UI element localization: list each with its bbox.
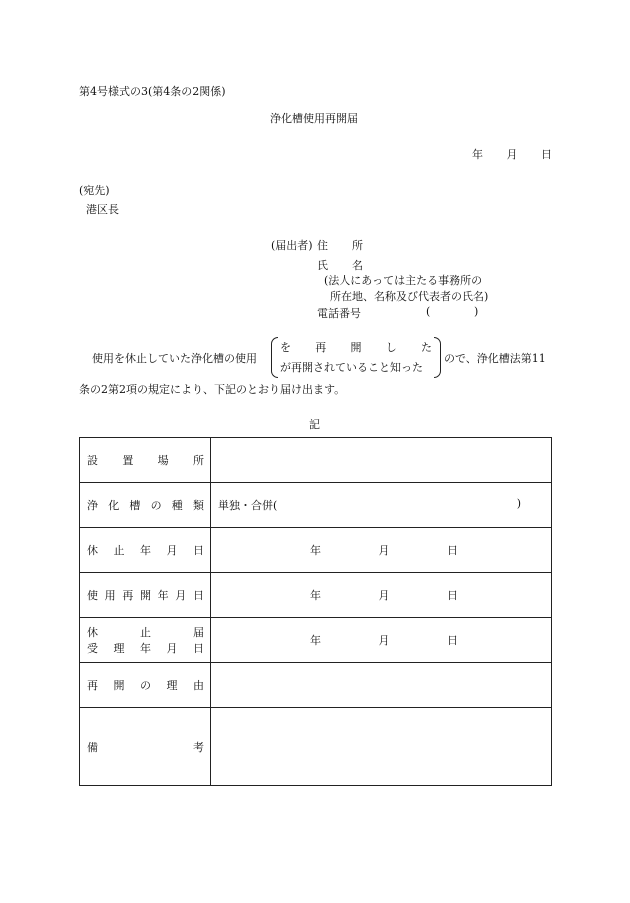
day-label: 日 — [541, 148, 552, 161]
label-char: 由 — [193, 679, 204, 692]
label-char: 槽 — [129, 499, 141, 512]
option-char: を — [280, 341, 291, 354]
right-bracket — [434, 337, 441, 378]
year-label: 年 — [310, 589, 321, 602]
table-row — [80, 438, 552, 483]
table-row — [80, 573, 552, 618]
installation-location-field[interactable] — [211, 438, 552, 483]
month-label: 月 — [378, 634, 390, 647]
label-char: 年 — [140, 642, 151, 655]
address-label — [317, 237, 363, 253]
tank-type-label — [80, 483, 211, 528]
addressee-label: (宛先) — [79, 184, 110, 197]
option-char: 再 — [315, 341, 327, 354]
label-char: 備 — [87, 740, 98, 754]
label-char: の — [150, 499, 162, 512]
ki-heading: 記 — [309, 418, 320, 431]
label-char: 年 — [157, 589, 169, 602]
label-char: 所 — [192, 454, 204, 467]
label-char: 再 — [122, 589, 134, 602]
day-label: 日 — [447, 589, 458, 602]
month-label: 月 — [378, 544, 390, 557]
option-learned: が再開されていること知った — [280, 361, 423, 374]
label-char: 類 — [192, 499, 204, 512]
month-label: 月 — [378, 589, 390, 602]
table-row — [80, 483, 552, 528]
tank-type-field[interactable] — [211, 483, 552, 528]
label-char: 理 — [113, 642, 125, 655]
option-char: 開 — [350, 341, 362, 354]
option-reopened — [280, 339, 432, 355]
label-char: 開 — [113, 679, 125, 692]
phone-paren-open: ( — [426, 305, 431, 318]
phone-paren-close: ) — [474, 305, 479, 318]
month-label: 月 — [506, 148, 518, 161]
table-row — [80, 528, 552, 573]
remarks-label — [80, 708, 211, 786]
label-char: の — [140, 679, 151, 692]
option-char: し — [385, 341, 397, 354]
label-char: 休 — [87, 626, 98, 639]
label-char: 設 — [87, 454, 98, 467]
label-char: 浄 — [87, 499, 98, 512]
label-char: 止 — [140, 626, 151, 639]
resumption-date-field[interactable] — [211, 573, 552, 618]
tank-type-prefix: 単独・合併( — [218, 499, 278, 512]
body-text-line-2: 条の2第2項の規定により、下記のとおり届け出ます。 — [79, 383, 346, 396]
address-char: 所 — [352, 239, 363, 252]
suspension-notice-receipt-date-field[interactable] — [211, 618, 552, 663]
label-char: 場 — [157, 454, 169, 467]
label-char: 考 — [193, 740, 204, 754]
label-char: 年 — [140, 544, 151, 557]
label-char: 開 — [139, 589, 151, 602]
label-char: 月 — [166, 642, 178, 655]
label-char: 止 — [113, 544, 125, 557]
reason-label — [80, 663, 211, 708]
installation-location-label — [80, 438, 211, 483]
name-label — [317, 257, 363, 273]
details-table — [79, 437, 552, 786]
corporate-note-line-1: (法人にあっては主たる事務所の — [324, 274, 483, 287]
addressee: 港区長 — [86, 203, 119, 216]
option-bracket — [271, 337, 441, 378]
table-row — [80, 618, 552, 663]
form-number: 第4号様式の3(第4条の2関係) — [79, 85, 226, 98]
label-char: 置 — [122, 454, 134, 467]
table-row — [80, 708, 552, 786]
name-char: 氏 — [317, 259, 328, 272]
label-char: 受 — [87, 642, 98, 655]
label-char: 月 — [166, 544, 178, 557]
submission-date — [472, 146, 552, 162]
name-char: 名 — [352, 259, 363, 272]
suspension-date-label — [80, 528, 211, 573]
table-row — [80, 663, 552, 708]
label-char: 再 — [87, 679, 98, 692]
label-char: 日 — [193, 642, 204, 655]
label-char: 休 — [87, 544, 98, 557]
label-char: 月 — [175, 589, 187, 602]
label-char: 種 — [171, 499, 183, 512]
year-label: 年 — [310, 544, 321, 557]
year-label: 年 — [472, 148, 483, 161]
suspension-notice-receipt-date-label — [80, 618, 211, 663]
suspension-date-field[interactable] — [211, 528, 552, 573]
day-label: 日 — [447, 544, 458, 557]
label-char: 使 — [87, 589, 98, 602]
tank-type-suffix: ) — [516, 497, 521, 510]
label-char: 日 — [193, 544, 204, 557]
body-text-start: 使用を休止していた浄化槽の使用 — [92, 352, 257, 365]
year-label: 年 — [310, 634, 321, 647]
label-char: 化 — [108, 499, 120, 512]
option-char: た — [421, 341, 432, 354]
page-title: 浄化槽使用再開届 — [270, 112, 358, 125]
label-char: 届 — [193, 626, 204, 639]
label-char: 用 — [104, 589, 116, 602]
notifier-label: (届出者) — [271, 239, 313, 252]
resumption-date-label — [80, 573, 211, 618]
label-char: 日 — [192, 589, 204, 602]
address-char: 住 — [317, 239, 328, 252]
body-text-end: ので、浄化槽法第11 — [444, 352, 546, 365]
phone-label: 電話番号 — [317, 307, 361, 320]
corporate-note-line-2: 所在地、名称及び代表者の氏名) — [330, 290, 489, 303]
remarks-field[interactable] — [211, 708, 552, 786]
left-bracket — [271, 337, 278, 378]
reason-field[interactable] — [211, 663, 552, 708]
day-label: 日 — [447, 634, 458, 647]
label-char: 理 — [166, 679, 178, 692]
